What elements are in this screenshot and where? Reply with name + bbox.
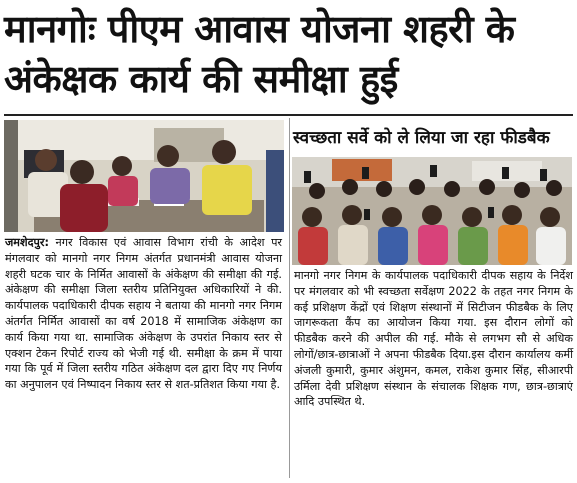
right-article-body: मानगो नगर निगम के कार्यपालक पदाधिकारी दीपक सहाय के निर्देश पर मंगलवार को भी स्वच्छता सर्वेक्षण 2022 के तहत नगर निगम के कई प्रशिक्षण केंद्रों एवं शिक्षण संस्थानों में सिटीजन फीडबैक के लिए जागरूकता कैंप का आयोजन किया गया. इस दौरान लोगों को फीडबैक करने की अपील की गई. मौके से लगभग सौ से अधिक लोगों/छात्र-छात्राओं ने अपना फीडबैक दिया.इस दौरान कार्यालय कर्मी अंजली कुमारी, कुमार अंशुमन, कमल, राकेश कुमार सिंह, सीआरपी उर्मिला देवी प्रशिक्षण संस्थान के संचालक शिक्षक गण, छात्र-छात्राएं आदि उपस्थित थे. [294,269,573,409]
column-divider [289,118,290,478]
review-meeting-photo [4,120,284,232]
dateline: जमशेदपुर: [5,236,49,249]
feedback-subhead: स्वच्छता सर्वे को ले लिया जा रहा फीडबैक [293,128,550,148]
left-article-body [5,235,282,393]
headline: मानगोः पीएम आवास योजना शहरी के अंकेक्षक कार्य की समीक्षा हुई [4,7,515,101]
students-feedback-photo [292,157,572,265]
headline-rule [4,114,573,116]
left-body-text: नगर विकास एवं आवास विभाग रांची के आदेश पर मंगलवार को मानगो नगर निगम अंतर्गत प्रधानमंत्री आवास योजना शहरी घटक चार के निर्मित आवासों के अंकेक्षण की समीक्षा की गई. अंकेक्षण की समीक्षा जिला स्तरीय प्रतिनियुक्त अधिकारियों ने की. कार्यपालक पदाधिकारी दीपक सहाय ने बताया की मानगो नगर निगम अंतर्गत निर्मित आवासों का वर्ष 2018 में सामाजिक अंकेक्षण का कार्य किया गया था. सामाजिक अंकेक्षण के उपरांत निकाय स्तर से एक्शन टेकन रिपोर्ट राज्य को भेजी गई थी. समीक्षा के क्रम में पाया गया कि पूर्व में जिला स्तरीय गठित अंकेक्षण दल द्वारा दिए गए निर्णय का अनुपालन एवं निष्पादन निकाय स्तर से शत-प्रतिशत किया गया है. [5,236,282,392]
